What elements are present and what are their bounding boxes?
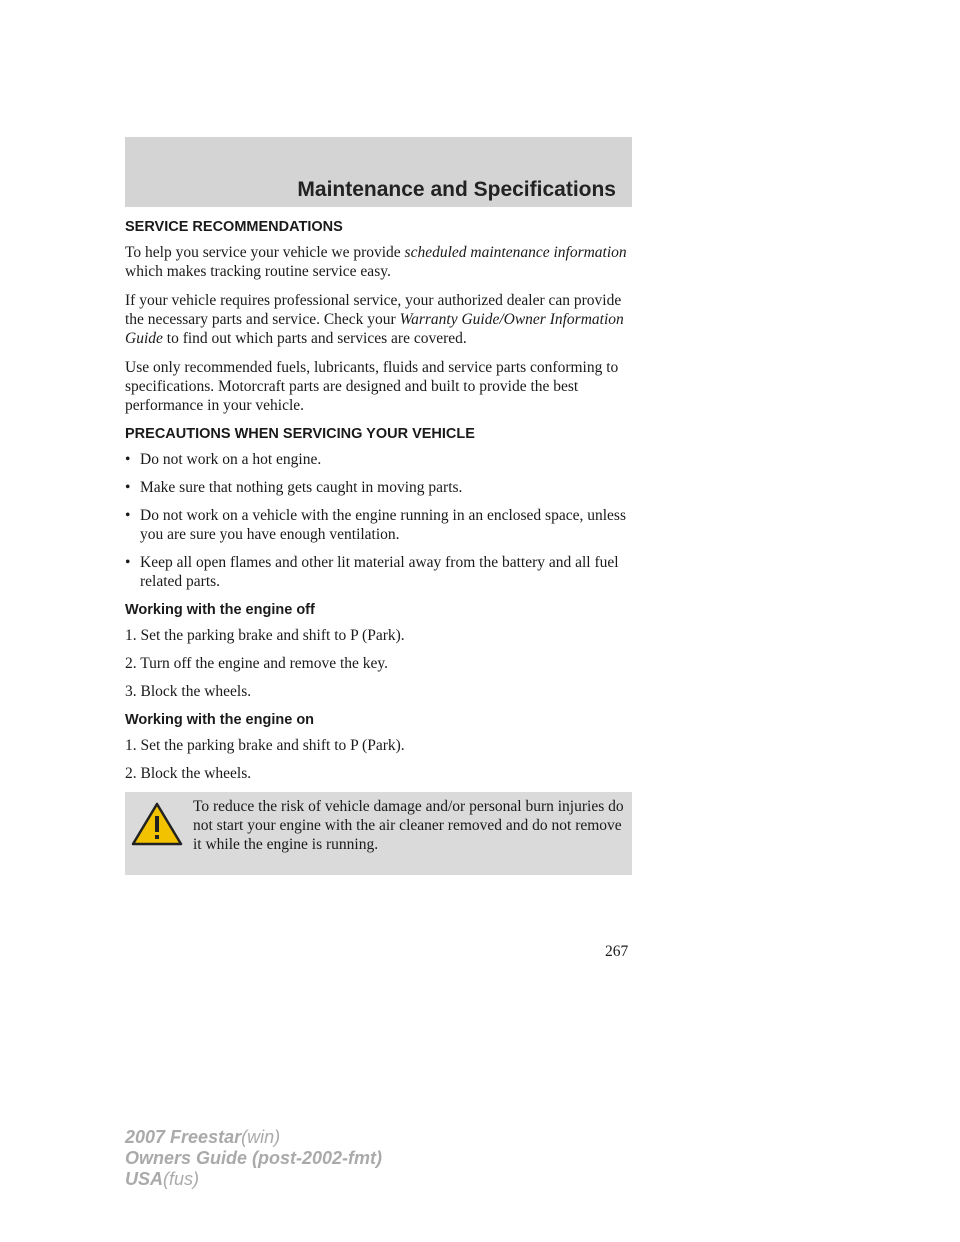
list-item-text: Do not work on a vehicle with the engine running in an enclosed space, unless you are sure you have enough ventilation. xyxy=(140,507,626,543)
service-paragraph-3: Use only recommended fuels, lubricants, fluids and service parts conforming to specifications. Motorcraft parts are designed and built to provide the best performance in your vehicle. xyxy=(125,359,619,414)
footer-line-3 xyxy=(125,1169,382,1190)
footer-market: USA xyxy=(125,1169,164,1189)
bullet-icon: • xyxy=(125,507,131,524)
service-paragraph-2 xyxy=(125,291,632,348)
list-item xyxy=(125,450,632,469)
step-item: 2. Turn off the engine and remove the key. xyxy=(125,655,389,672)
list-item xyxy=(125,478,632,497)
list-item-text: Do not work on a hot engine. xyxy=(140,451,322,468)
engine-off-heading: Working with the engine off xyxy=(125,602,315,618)
step-item: 2. Block the wheels. xyxy=(125,765,252,782)
bullet-icon: • xyxy=(125,554,131,571)
bullet-icon: • xyxy=(125,479,131,496)
engine-on-steps xyxy=(125,736,632,783)
service-p2-text-b: to find out which parts and services are covered. xyxy=(166,330,467,347)
service-p1-text-a: To help you service your vehicle we provide xyxy=(125,244,401,261)
document-footer xyxy=(125,1127,382,1190)
list-item-text: Keep all open flames and other lit material away from the battery and all fuel related parts. xyxy=(140,554,619,590)
footer-model: 2007 Freestar xyxy=(125,1127,242,1147)
list-item xyxy=(125,506,632,544)
footer-line-2 xyxy=(125,1148,382,1169)
step-item: 3. Block the wheels. xyxy=(125,683,252,700)
page-number: 267 xyxy=(605,943,629,960)
precautions-list xyxy=(125,450,632,591)
service-p2-emphasis: Warranty Guide/Owner Information Guide xyxy=(125,311,624,347)
warning-triangle-icon xyxy=(131,801,183,847)
service-p2-text-a: If your vehicle requires professional service, your authorized dealer can provide the necessary parts and service. Check your xyxy=(125,292,622,328)
step-item: 1. Set the parking brake and shift to P (Park). xyxy=(125,737,405,754)
footer-model-code: (win) xyxy=(241,1127,281,1147)
footer-line-1 xyxy=(125,1127,382,1148)
bullet-icon: • xyxy=(125,451,131,468)
list-item xyxy=(125,553,632,591)
footer-market-code: (fus) xyxy=(163,1169,200,1189)
engine-on-heading: Working with the engine on xyxy=(125,712,315,728)
step-item: 1. Set the parking brake and shift to P (Park). xyxy=(125,627,405,644)
footer-guide: Owners Guide (post-2002-fmt) xyxy=(125,1148,383,1168)
warning-box xyxy=(125,792,632,875)
precautions-heading: PRECAUTIONS WHEN SERVICING YOUR VEHICLE xyxy=(125,426,475,442)
list-item-text: Make sure that nothing gets caught in moving parts. xyxy=(140,479,463,496)
service-p1-text-b: which makes tracking routine service easy. xyxy=(125,263,391,280)
service-p1-emphasis: scheduled maintenance information xyxy=(404,244,627,261)
page-content xyxy=(125,212,632,875)
service-heading: SERVICE RECOMMENDATIONS xyxy=(125,219,343,235)
warning-text: To reduce the risk of vehicle damage and/or personal burn injuries do not start your engine with the air cleaner removed and do not remove it while the engine is running. xyxy=(193,798,624,853)
engine-off-steps xyxy=(125,626,632,701)
service-paragraph-1 xyxy=(125,243,632,281)
section-title: Maintenance and Specifications xyxy=(297,178,616,201)
section-header-band xyxy=(125,137,632,207)
